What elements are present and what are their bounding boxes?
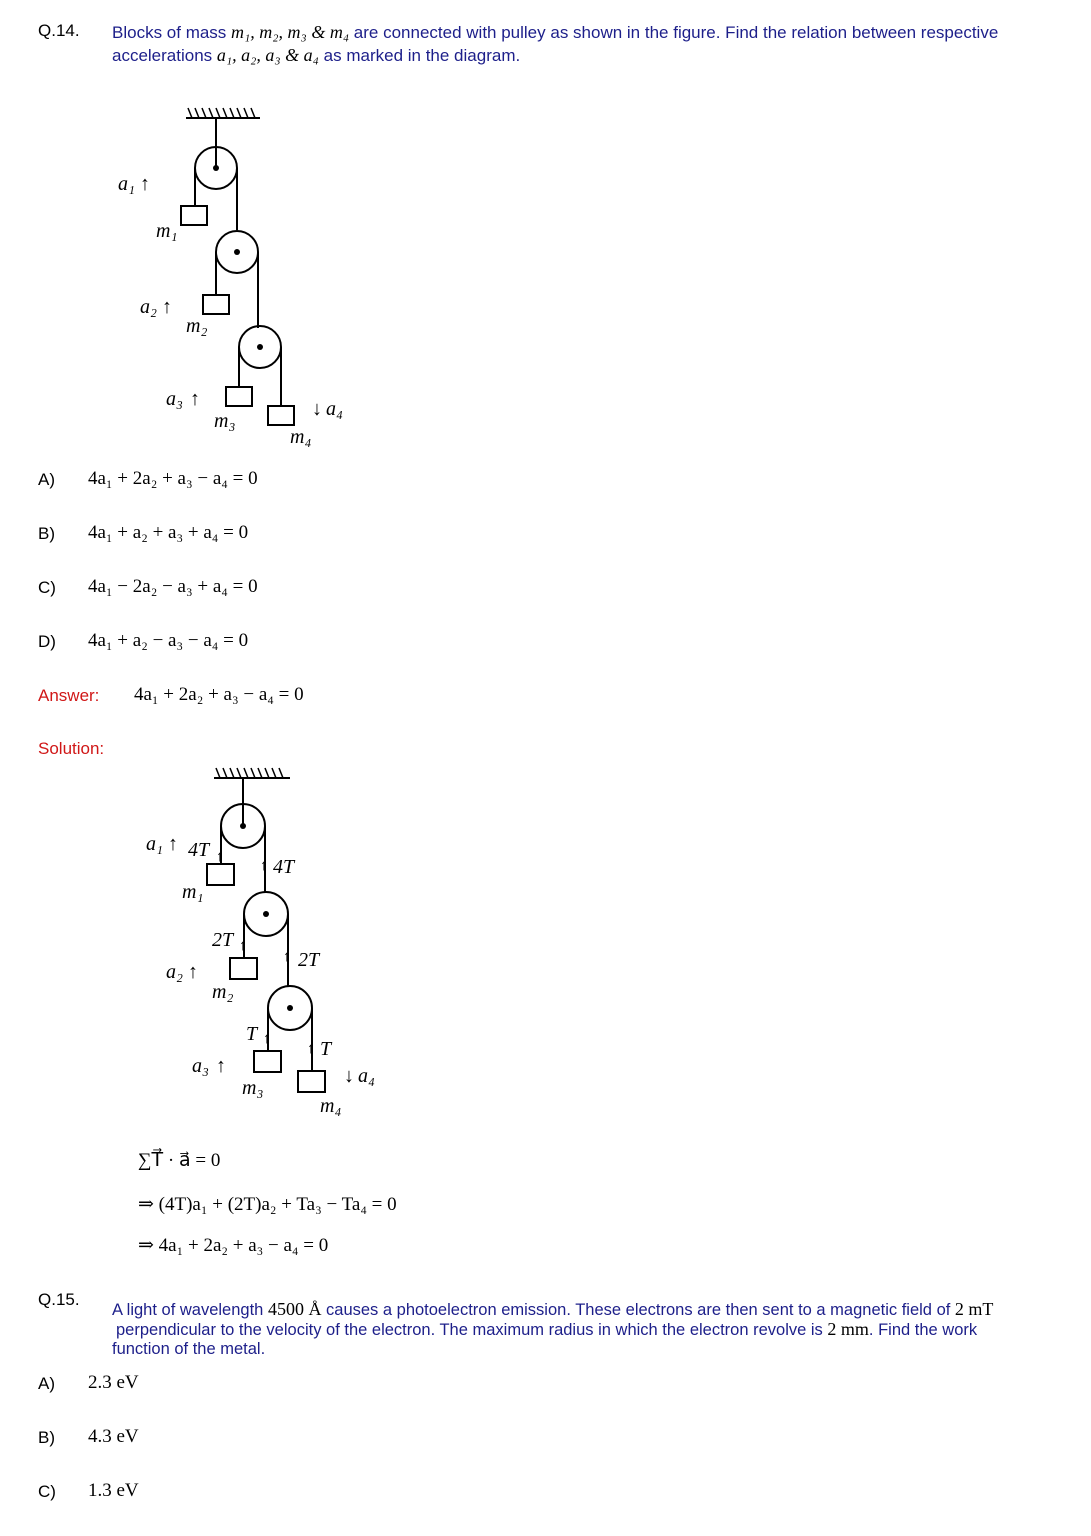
label-a2: a₂ <box>166 961 183 983</box>
q15-option-a-value: 2.3 eV <box>88 1372 139 1393</box>
option-a-label: A) <box>38 470 55 489</box>
block-m2 <box>203 295 229 314</box>
label-m3: m₃ <box>214 410 236 432</box>
field-value: 2 mT <box>954 1299 994 1319</box>
question-15-text <box>112 1300 1082 1359</box>
tension-arrow-up-icon: ↑ <box>307 1041 315 1057</box>
option-d-label: D) <box>38 632 56 651</box>
question-15-line-1 <box>112 1300 1082 1320</box>
label-m1: m₁ <box>156 220 178 242</box>
option-d-expression: 4a₁ + a₂ − a₃ − a₄ = 0 <box>88 630 249 651</box>
q15-text-part: A light of wavelength <box>112 1301 268 1319</box>
arrow-up-icon: ↑ <box>168 833 178 855</box>
option-c-expression: 4a₁ − 2a₂ − a₃ + a₄ = 0 <box>88 576 258 597</box>
solution-label: Solution: <box>38 739 105 758</box>
label-a2: a₂ <box>140 296 157 318</box>
label-a4: a₄ <box>326 398 343 420</box>
q15-option-a-label: A) <box>38 1374 55 1393</box>
arrow-up-icon: ↑ <box>216 1055 226 1077</box>
tension-label: 4T <box>188 839 210 861</box>
tension-label: T <box>320 1038 332 1060</box>
block-m3 <box>254 1051 281 1072</box>
q15-option-c-label: C) <box>38 1482 56 1501</box>
arrow-down-icon: ↓ <box>312 398 322 420</box>
option-c-label: C) <box>38 578 56 597</box>
question-number-14: Q.14. <box>38 21 80 40</box>
q14-text-part: as marked in the diagram. <box>318 46 521 65</box>
masses-expression: m₁, m₂, m₃ & m₄ <box>231 22 350 42</box>
block-m1 <box>181 206 207 225</box>
block-m3 <box>226 387 252 406</box>
label-a1: a₁ <box>146 833 163 855</box>
label-a3: a₃ <box>166 388 183 410</box>
radius-value: 2 mm <box>827 1319 869 1339</box>
q15-text-part: perpendicular to the velocity of the electron. The maximum radius in which the electron revolve is <box>116 1321 828 1339</box>
question-14-line-1 <box>112 21 1072 44</box>
wavelength-value: 4500 Å <box>267 1299 322 1319</box>
tension-arrow-up-icon: ↑ <box>239 938 247 954</box>
q14-text-part: accelerations <box>112 46 217 65</box>
q15-option-c-value: 1.3 eV <box>88 1480 139 1501</box>
tension-arrow-up-icon: ↑ <box>216 849 224 865</box>
q14-text-part: are connected with pulley as shown in the figure. Find the relation between respective <box>349 23 999 42</box>
tension-label: 2T <box>298 949 320 971</box>
tension-arrow-up-icon: ↑ <box>263 1031 271 1047</box>
q14-text-part: Blocks of mass <box>112 23 232 42</box>
label-m4: m₄ <box>320 1095 342 1117</box>
label-m2: m₂ <box>186 315 208 337</box>
label-a3: a₃ <box>192 1055 209 1077</box>
label-a4: a₄ <box>358 1065 375 1087</box>
block-m4 <box>298 1071 325 1092</box>
ceiling-hatch <box>188 108 255 118</box>
option-b-label: B) <box>38 524 55 543</box>
arrow-up-icon: ↑ <box>190 388 200 410</box>
q15-text-part: causes a photoelectron emission. These electrons are then sent to a magnetic field of <box>321 1301 955 1319</box>
block-m4 <box>268 406 294 425</box>
q15-option-b-label: B) <box>38 1428 55 1447</box>
accelerations-expression: a₁, a₂, a₃ & a₄ <box>216 45 319 65</box>
block-m2 <box>230 958 257 979</box>
answer-expression: 4a₁ + 2a₂ + a₃ − a₄ = 0 <box>134 684 304 705</box>
answer-label: Answer: <box>38 686 100 705</box>
question-15-line-3: function of the metal. <box>112 1340 266 1358</box>
arrow-up-icon: ↑ <box>188 961 198 983</box>
q15-option-b-value: 4.3 eV <box>88 1426 139 1447</box>
label-a1: a₁ <box>118 173 135 195</box>
solution-step-2: ⇒ (4T)a₁ + (2T)a₂ + Ta₃ − Ta₄ = 0 <box>138 1194 397 1215</box>
solution-pulley-diagram <box>130 758 420 1120</box>
option-a-expression: 4a₁ + 2a₂ + a₃ − a₄ = 0 <box>88 468 258 489</box>
arrow-down-icon: ↓ <box>344 1065 354 1087</box>
tension-label: 2T <box>212 929 234 951</box>
label-m1: m₁ <box>182 881 204 903</box>
question-14-text <box>112 21 1072 67</box>
tension-label: 4T <box>273 856 295 878</box>
tension-arrow-up-icon: ↑ <box>260 858 268 874</box>
pulley-diagram <box>100 100 380 460</box>
block-m1 <box>207 864 234 885</box>
tension-arrow-up-icon: ↑ <box>283 949 291 965</box>
arrow-up-icon: ↑ <box>162 296 172 318</box>
solution-step-1: ∑T⃗ · a⃗ = 0 <box>138 1150 221 1171</box>
option-b-expression: 4a₁ + a₂ + a₃ + a₄ = 0 <box>88 522 249 543</box>
q15-text-part: . Find the work <box>868 1321 978 1339</box>
solution-step-3: ⇒ 4a₁ + 2a₂ + a₃ − a₄ = 0 <box>138 1235 329 1256</box>
label-m3: m₃ <box>242 1077 264 1099</box>
ceiling-hatch <box>216 768 283 778</box>
tension-label: T <box>246 1023 258 1045</box>
question-number-15: Q.15. <box>38 1290 80 1309</box>
question-15-line-2 <box>112 1320 1082 1340</box>
label-m2: m₂ <box>212 981 234 1003</box>
label-m4: m₄ <box>290 426 312 448</box>
question-14-line-2 <box>112 44 1072 67</box>
arrow-up-icon: ↑ <box>140 173 150 195</box>
